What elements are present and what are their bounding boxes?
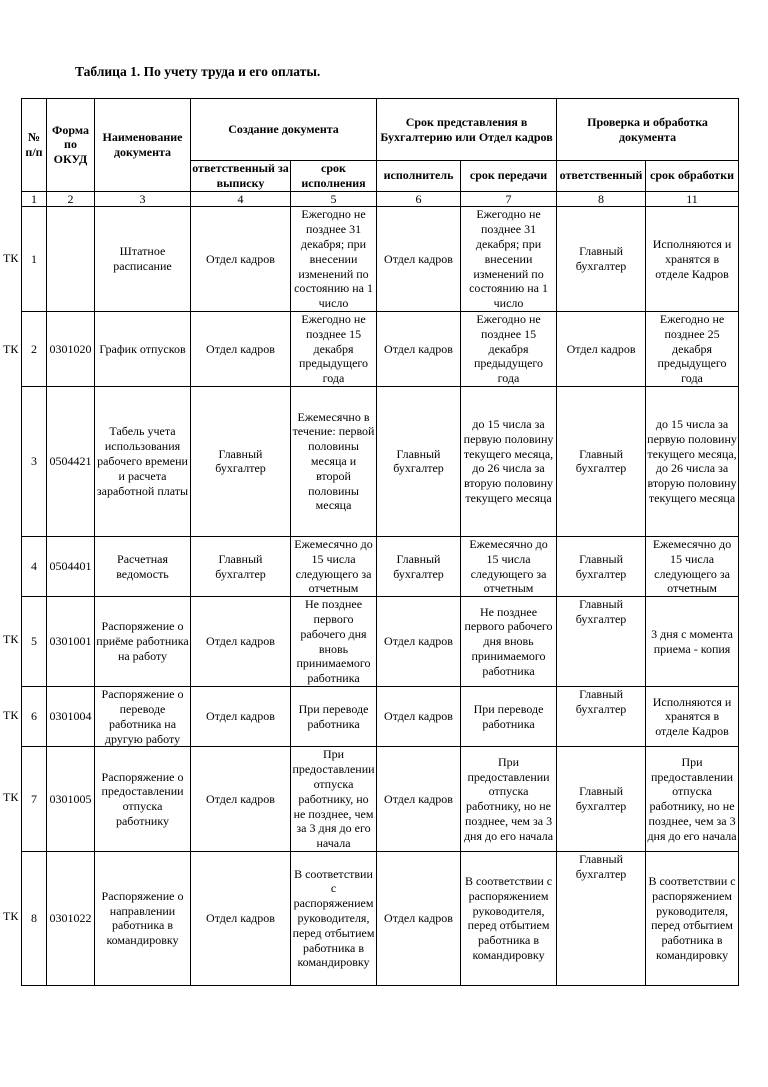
row-num: 1 xyxy=(22,207,47,312)
row-name: Расчетная ведомость xyxy=(95,536,191,596)
row-transfer-term: При переводе работника xyxy=(461,687,557,747)
row-executor: Отдел кадров xyxy=(377,851,461,985)
table-row xyxy=(22,747,739,852)
row-name: Распоряжение о направлении работника в командировку xyxy=(95,851,191,985)
row-executor: Отдел кадров xyxy=(377,311,461,386)
table-row xyxy=(22,851,739,985)
header-check: Проверка и обработка документа xyxy=(557,99,739,161)
row-exec-term: Ежегодно не позднее 31 декабря; при внесении изменений по состоянию на 1 число xyxy=(291,207,377,312)
row-responsible: Отдел кадров xyxy=(557,311,646,386)
column-number: 3 xyxy=(95,191,191,207)
row-num: 2 xyxy=(22,311,47,386)
table-row xyxy=(22,386,739,536)
row-responsible: Главный бухгалтер xyxy=(557,386,646,536)
row-executor: Главный бухгалтер xyxy=(377,536,461,596)
header-row-1 xyxy=(22,99,739,161)
row-executor: Отдел кадров xyxy=(377,747,461,852)
column-number: 5 xyxy=(291,191,377,207)
row-num: 8 xyxy=(22,851,47,985)
row-exec-term: При переводе работника xyxy=(291,687,377,747)
column-number-row xyxy=(22,191,739,207)
row-process-term: Исполняются и хранятся в отделе Кадров xyxy=(646,687,739,747)
row-exec-term: В соответствии с распоряжением руководителя, перед отбытием работника в командировку xyxy=(291,851,377,985)
header-process-term: срок обработки xyxy=(646,161,739,192)
header-submission: Срок представления в Бухгалтерию или Отдел кадров xyxy=(377,99,557,161)
row-exec-term: Ежемесячно до 15 числа следующего за отчетным xyxy=(291,536,377,596)
table-row xyxy=(22,311,739,386)
row-okud xyxy=(47,207,95,312)
row-name: Распоряжение о приёме работника на работу xyxy=(95,597,191,687)
row-exec-term: Ежемесячно в течение: первой половины месяца и второй половины месяца xyxy=(291,386,377,536)
row-transfer-term: Не позднее первого рабочего дня вновь принимаемого работника xyxy=(461,597,557,687)
tk-label: ТК xyxy=(3,251,19,265)
row-exec-term: Не позднее первого рабочего дня вновь принимаемого работника xyxy=(291,597,377,687)
header-executor: исполнитель xyxy=(377,161,461,192)
row-okud: 0301020 xyxy=(47,311,95,386)
tk-label: ТК xyxy=(3,632,19,646)
row-process-term: В соответствии с распоряжением руководителя, перед отбытием работника в командировку xyxy=(646,851,739,985)
row-responsible: Главный бухгалтер xyxy=(557,207,646,312)
row-name: График отпусков xyxy=(95,311,191,386)
row-responsible-issue: Отдел кадров xyxy=(191,207,291,312)
row-name: Табель учета использования рабочего времени и расчета заработной платы xyxy=(95,386,191,536)
header-responsible-issue: ответственный за выписку xyxy=(192,161,289,190)
header-name: Наименование документа xyxy=(95,99,191,192)
tk-label: ТК xyxy=(3,708,19,722)
row-responsible-issue: Отдел кадров xyxy=(191,747,291,852)
column-number: 11 xyxy=(646,191,739,207)
tk-label: ТК xyxy=(3,790,19,804)
row-num: 5 xyxy=(22,597,47,687)
row-executor: Отдел кадров xyxy=(377,597,461,687)
column-number: 1 xyxy=(22,191,47,207)
header-num: № п/п xyxy=(22,99,47,192)
tk-label: ТК xyxy=(3,342,19,356)
row-okud: 0301005 xyxy=(47,747,95,852)
row-responsible-issue: Отдел кадров xyxy=(191,311,291,386)
column-number: 4 xyxy=(191,191,291,207)
table-row xyxy=(22,687,739,747)
row-name: Штатное расписание xyxy=(95,207,191,312)
row-transfer-term: В соответствии с распоряжением руководителя, перед отбытием работника в командировку xyxy=(461,851,557,985)
row-executor: Главный бухгалтер xyxy=(377,386,461,536)
column-number: 7 xyxy=(461,191,557,207)
tk-label: ТК xyxy=(3,909,19,923)
row-process-term: При предоставлении отпуска работнику, но не позднее, чем за 3 дня до его начала xyxy=(646,747,739,852)
row-process-term: до 15 числа за первую половину текущего месяца, до 26 числа за вторую половину текущего месяца xyxy=(646,386,739,536)
row-exec-term: При предоставлении отпуска работнику, но не позднее, чем за 3 дня до его начала xyxy=(292,747,375,851)
header-transfer-term: срок передачи xyxy=(461,161,557,192)
page-title: Таблица 1. По учету труда и его оплаты. xyxy=(75,64,321,79)
row-okud: 0504421 xyxy=(47,386,95,536)
table-row xyxy=(22,536,739,596)
header-creation: Создание документа xyxy=(191,99,377,161)
row-responsible-issue: Отдел кадров xyxy=(191,851,291,985)
table-row xyxy=(22,597,739,687)
row-responsible-issue: Главный бухгалтер xyxy=(191,536,291,596)
row-okud: 0301022 xyxy=(47,851,95,985)
row-process-term: Ежемесячно до 15 числа следующего за отчетным xyxy=(646,536,739,596)
row-responsible: Главный бухгалтер xyxy=(557,747,646,852)
row-transfer-term: до 15 числа за первую половину текущего месяца, до 26 числа за вторую половину текущего месяца xyxy=(461,386,557,536)
row-name: Распоряжение о переводе работника на другую работу xyxy=(95,687,191,747)
column-number: 6 xyxy=(377,191,461,207)
row-okud: 0504401 xyxy=(47,536,95,596)
row-okud: 0301004 xyxy=(47,687,95,747)
labor-accounting-table xyxy=(21,98,739,986)
row-responsible-issue: Отдел кадров xyxy=(191,597,291,687)
row-responsible: Главный бухгалтер xyxy=(557,687,646,747)
header-responsible: ответственный xyxy=(557,161,646,192)
row-num: 6 xyxy=(22,687,47,747)
row-responsible: Главный бухгалтер xyxy=(557,851,646,985)
row-num: 3 xyxy=(22,386,47,536)
row-num: 7 xyxy=(22,747,47,852)
row-process-term: Ежегодно не позднее 25 декабря предыдущего года xyxy=(646,311,739,386)
row-responsible: Главный бухгалтер xyxy=(557,536,646,596)
row-name: Распоряжение о предоставлении отпуска работнику xyxy=(95,747,191,852)
row-transfer-term: Ежемесячно до 15 числа следующего за отчетным xyxy=(461,536,557,596)
row-responsible: Главный бухгалтер xyxy=(557,597,646,687)
table-row xyxy=(22,207,739,312)
row-process-term: Исполняются и хранятся в отделе Кадров xyxy=(646,207,739,312)
row-transfer-term: При предоставлении отпуска работнику, но не позднее, чем за 3 дня до его начала xyxy=(461,747,557,852)
row-process-term: 3 дня с момента приема - копия xyxy=(646,597,739,687)
row-executor: Отдел кадров xyxy=(377,687,461,747)
column-number: 8 xyxy=(557,191,646,207)
header-okud: Форма по ОКУД xyxy=(47,99,95,192)
column-number: 2 xyxy=(47,191,95,207)
row-transfer-term: Ежегодно не позднее 15 декабря предыдущего года xyxy=(461,311,557,386)
row-num: 4 xyxy=(22,536,47,596)
row-responsible-issue: Главный бухгалтер xyxy=(191,386,291,536)
row-okud: 0301001 xyxy=(47,597,95,687)
row-exec-term: Ежегодно не позднее 15 декабря предыдущего года xyxy=(291,311,377,386)
row-responsible-issue: Отдел кадров xyxy=(191,687,291,747)
header-exec-term: срок исполнения xyxy=(291,161,377,192)
row-executor: Отдел кадров xyxy=(377,207,461,312)
row-transfer-term: Ежегодно не позднее 31 декабря; при внесении изменений по состоянию на 1 число xyxy=(461,207,557,312)
